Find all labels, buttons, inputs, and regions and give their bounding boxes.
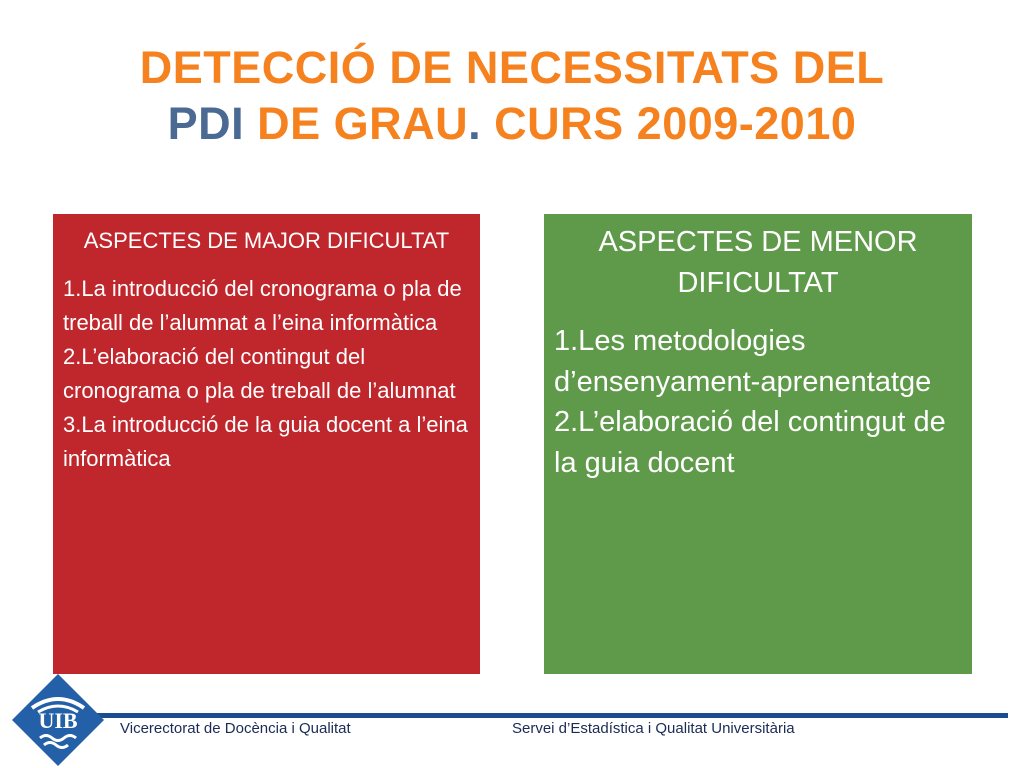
- title-line-1: DETECCIÓ DE NECESSITATS DEL: [139, 42, 885, 93]
- footer-divider: [80, 713, 1008, 718]
- uib-logo-text: UIB: [38, 708, 78, 733]
- title-line-2: [0, 96, 1024, 152]
- major-difficulty-item-3: 3.La introducció de la guia docent a l’eina informàtica: [63, 412, 468, 471]
- major-difficulty-heading: ASPECTES DE MAJOR DIFICULTAT: [83, 228, 450, 253]
- minor-difficulty-heading: ASPECTES DE MENOR DIFICULTAT: [598, 226, 918, 299]
- footer-servei: Servei d’Estadística i Qualitat Universitària: [512, 720, 795, 737]
- slide-title: [0, 40, 1024, 152]
- minor-difficulty-box: [544, 214, 972, 674]
- major-difficulty-item-2: 2.L’elaboració del contingut del cronograma o pla de treball de l’alumnat: [63, 344, 456, 403]
- major-difficulty-box: [53, 214, 480, 674]
- major-difficulty-item-1: 1.La introducció del cronograma o pla de treball de l’alumnat a l’eina informàtica: [63, 276, 462, 335]
- minor-difficulty-item-1: 1.Les metodologies d’ensenyament-aprenentatge: [554, 325, 932, 398]
- minor-difficulty-item-2: 2.L’elaboració del contingut de la guia docent: [554, 406, 946, 479]
- title-pdi: PDI: [167, 98, 245, 149]
- title-curs: CURS 2009-2010: [481, 98, 857, 149]
- uib-logo: [10, 672, 106, 768]
- title-period: .: [468, 98, 482, 149]
- title-de-grau: DE GRAU: [244, 98, 469, 149]
- footer-vicerectorat: Vicerectorat de Docència i Qualitat: [120, 720, 351, 737]
